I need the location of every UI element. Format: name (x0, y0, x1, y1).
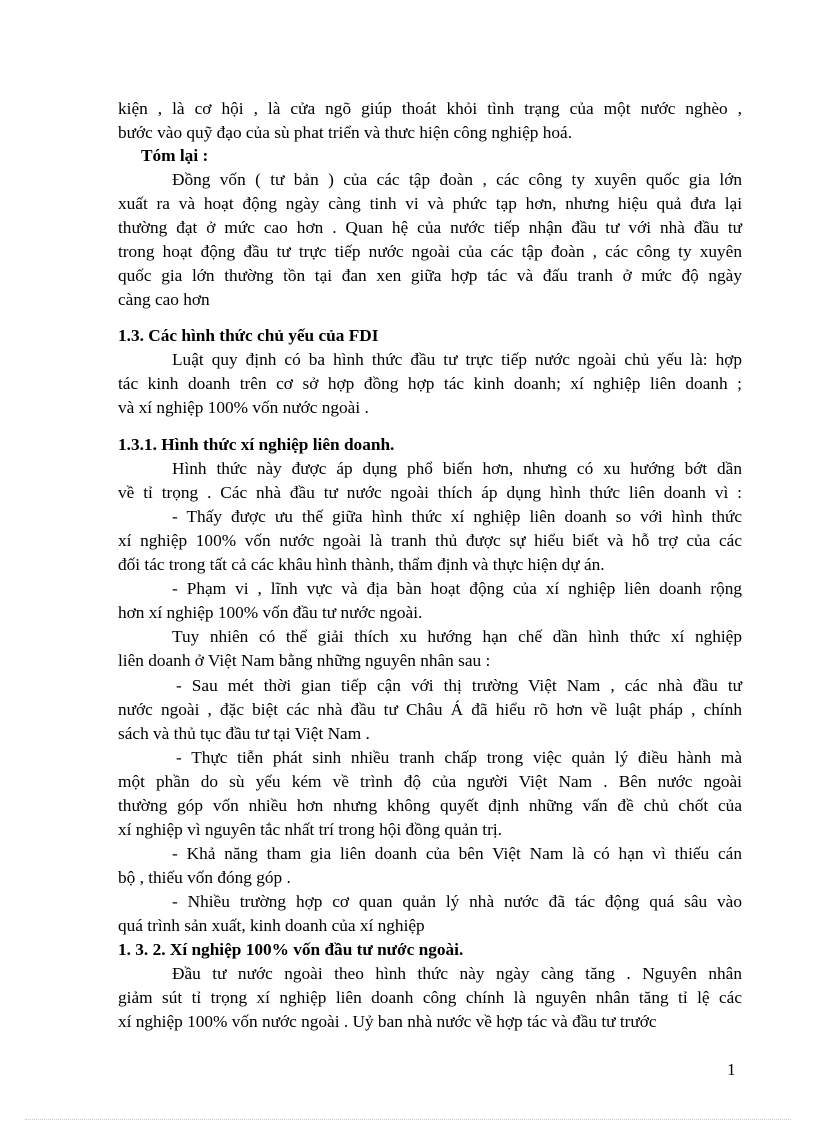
text-line: Đồng vốn ( tư bản ) của các tập đoàn , các công ty xuyên quốc gia lớn (172, 170, 742, 189)
page-number: 1 (727, 1060, 736, 1079)
text-line: về tỉ trọng . Các nhà đầu tư nước ngoài thích áp dụng hình thức liên doanh vì : (118, 483, 742, 502)
text-line: tác kinh doanh trên cơ sở hợp đồng hợp tác kinh doanh; xí nghiệp liên doanh ; (118, 374, 742, 393)
text-line: - Thực tiễn phát sinh nhiều tranh chấp trong việc quản lý điều hành mà (176, 748, 742, 767)
text-line: nước ngoài , đặc biệt các nhà đầu tư Châu Á đã hiểu rõ hơn về luật pháp , chính (118, 700, 742, 719)
text-line: - Khả năng tham gia liên doanh của bên Việt Nam là có hạn vì thiếu cán (172, 844, 742, 863)
text-line: Hình thức này được áp dụng phổ biến hơn, nhưng có xu hướng bớt dần (172, 459, 742, 478)
text-line: càng cao hơn (118, 290, 210, 309)
text-line: Luật quy định có ba hình thức đầu tư trực tiếp nước ngoài chủ yếu là: hợp (172, 350, 742, 369)
text-line: thường đạt ở mức cao hơn . Quan hệ của nước tiếp nhận đầu tư với nhà đầu tư (118, 218, 742, 237)
text-line: - Sau mét thời gian tiếp cận với thị trường Việt Nam , các nhà đầu tư (176, 676, 742, 695)
text-line: quốc gia lớn thường tồn tại đan xen giữa hợp tác và đấu tranh ở mức độ ngày (118, 266, 742, 285)
section-heading-1-3-2: 1. 3. 2. Xí nghiệp 100% vốn đầu tư nước ngoài. (118, 940, 464, 959)
text-line: giảm sút tỉ trọng xí nghiệp liên doanh công chính là nguyên nhân tăng tỉ lệ các (118, 988, 742, 1007)
text-line: thường góp vốn nhiều hơn nhưng không quyết định những vấn đề chủ chốt của (118, 796, 742, 815)
text-line: bộ , thiếu vốn đóng góp . (118, 868, 291, 887)
text-line: hơn xí nghiệp 100% vốn đầu tư nước ngoài. (118, 603, 423, 622)
text-line: - Thấy được ưu thế giữa hình thức xí nghiệp liên doanh so với hình thức (172, 507, 742, 526)
text-line: sách và thủ tục đầu tư tại Việt Nam . (118, 724, 370, 743)
text-line: đối tác trong tất cả các khâu hình thành, thẩm định và thực hiện dự án. (118, 555, 605, 574)
text-line: Tuy nhiên có thể giải thích xu hướng hạn chế dần hình thức xí nghiệp (172, 627, 742, 646)
text-line: bước vào quỹ đạo của sù phat triển và thưc hiện công nghiệp hoá. (118, 123, 573, 142)
text-line: trong hoạt động đầu tư trực tiếp nước ngoài của các tập đoàn , các công ty xuyên (118, 242, 742, 261)
text-line: Đầu tư nước ngoài theo hình thức này ngày càng tăng . Nguyên nhân (172, 964, 742, 983)
section-heading-1-3-1: 1.3.1. Hình thức xí nghiệp liên doanh. (118, 435, 395, 454)
text-line: liên doanh ở Việt Nam bằng những nguyên nhân sau : (118, 651, 491, 670)
text-line: - Phạm vi , lĩnh vực và địa bàn hoạt động của xí nghiệp liên doanh rộng (172, 579, 742, 598)
text-line: - Nhiều trường hợp cơ quan quản lý nhà nước đã tác động quá sâu vào (172, 892, 742, 911)
text-line: và xí nghiệp 100% vốn nước ngoài . (118, 398, 369, 417)
text-line: xí nghiệp 100% vốn nước ngoài . Uỷ ban nhà nước về hợp tác và đầu tư trước (118, 1012, 657, 1031)
page-footer-divider (25, 1119, 791, 1120)
text-line: xí nghiệp vì nguyên tắc nhất trí trong hội đồng quản trị. (118, 820, 502, 839)
text-line: quá trình sản xuất, kinh doanh của xí nghiệp (118, 916, 425, 935)
text-line: một phần do sù yếu kém về trình độ của người Việt Nam . Bên nước ngoài (118, 772, 742, 791)
text-line: kiện , là cơ hội , là cửa ngõ giúp thoát khỏi tình trạng của một nước nghèo , (118, 99, 742, 118)
text-line: xuất ra và hoạt động ngày càng tinh vi và phức tạp hơn, nhưng hiệu quả đưa lại (118, 194, 742, 213)
text-line: xí nghiệp 100% vốn nước ngoài là tranh thủ được sự hiểu biết và hỗ trợ của các (118, 531, 742, 550)
section-heading-1-3: 1.3. Các hình thức chủ yếu của FDI (118, 326, 379, 345)
summary-heading: Tóm lại : (141, 146, 209, 165)
